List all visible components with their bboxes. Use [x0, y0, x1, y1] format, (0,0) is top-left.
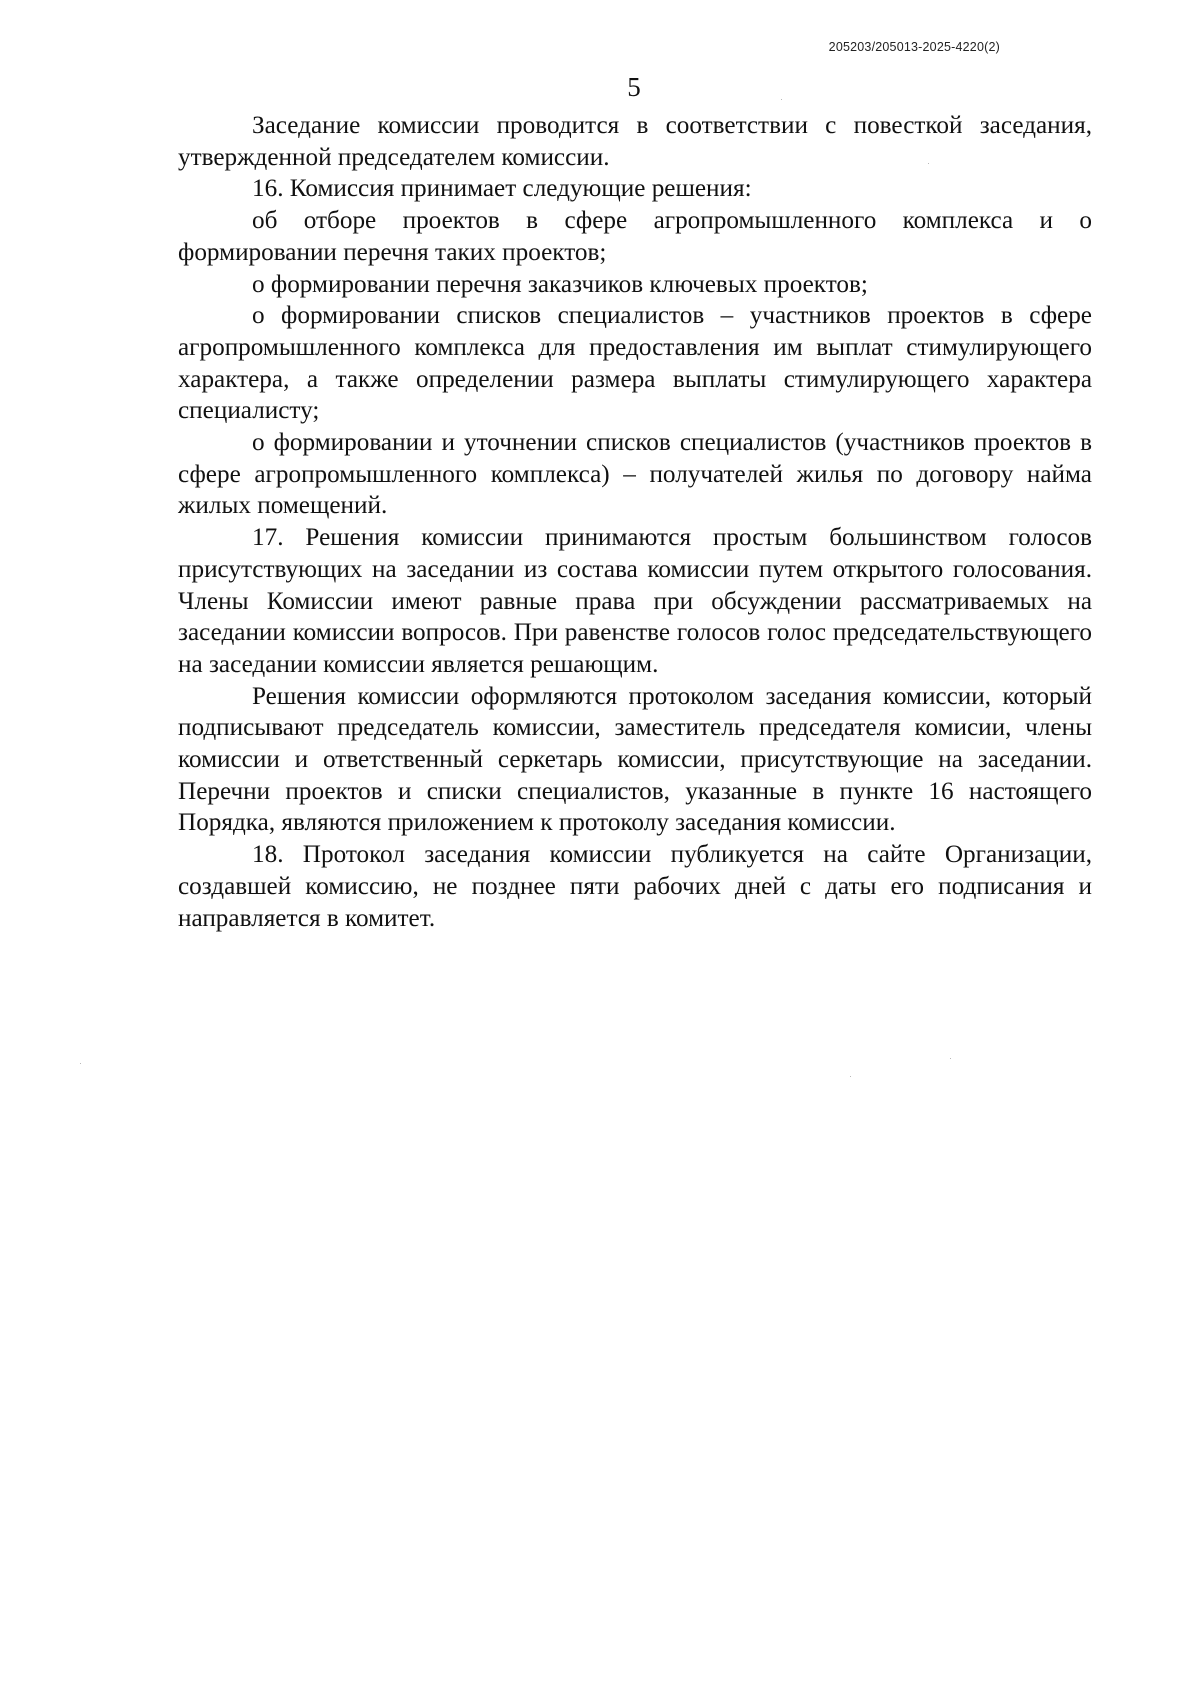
paragraph-17-voting: 17. Решения комиссии принимаются простым большинством голосов присутствующих на заседании из состава комиссии путем открытого голосования. Члены Комиссии имеют равные права при обсуждении рассматриваемых на заседании комиссии вопросов. При равенстве голосов голос председательствующего на заседании комиссии является решающим.	[178, 524, 1092, 678]
paragraph-decision-housing-lists: о формировании и уточнении списков специалистов (участников проектов в сфере агропромышленного комплекса) – получателей жилья по договору найма жилых помещений.	[178, 429, 1092, 520]
paragraph-16-heading: 16. Комиссия принимает следующие решения:	[252, 175, 752, 203]
scan-speck	[850, 1076, 851, 1077]
paragraph-decision-project-selection: об отборе проектов в сфере агропромышленного комплекса и о формировании перечня таких проектов;	[178, 207, 1092, 266]
paragraph-decision-key-customers: о формировании перечня заказчиков ключевых проектов;	[252, 270, 868, 298]
paragraph-protocol-signing: Решения комиссии оформляются протоколом заседания комиссии, который подписывают председатель комиссии, заместитель председателя комисии, члены комиссии и ответственный серкетарь комиссии, присутствующие на заседании. Перечни проектов и списки специалистов, указанные в пункте 16 настоящего Порядка, являются приложением к протоколу заседания комиссии.	[178, 682, 1092, 837]
paragraph-18-publication: 18. Протокол заседания комиссии публикуется на сайте Организации, создавшей комиссию, не позднее пяти рабочих дней с даты его подписания и направляется в комитет.	[178, 841, 1092, 932]
scan-speck	[950, 1058, 951, 1059]
scan-speck	[781, 99, 782, 100]
page-number: 5	[627, 72, 641, 102]
paragraph-decision-specialist-lists: о формировании списков специалистов – участников проектов в сфере агропромышленного комплекса для предоставления им выплат стимулирующего характера, а также определении размера выплаты стимулирующего характера специалисту;	[178, 302, 1092, 425]
scan-speck	[80, 1063, 81, 1064]
paragraph-meeting-agenda: Заседание комиссии проводится в соответствии с повесткой заседания, утвержденной председателем комиссии.	[178, 112, 1092, 171]
document-body	[178, 110, 1092, 934]
scan-speck	[928, 163, 929, 164]
document-registration-number: 205203/205013-2025-4220(2)	[828, 40, 1000, 54]
